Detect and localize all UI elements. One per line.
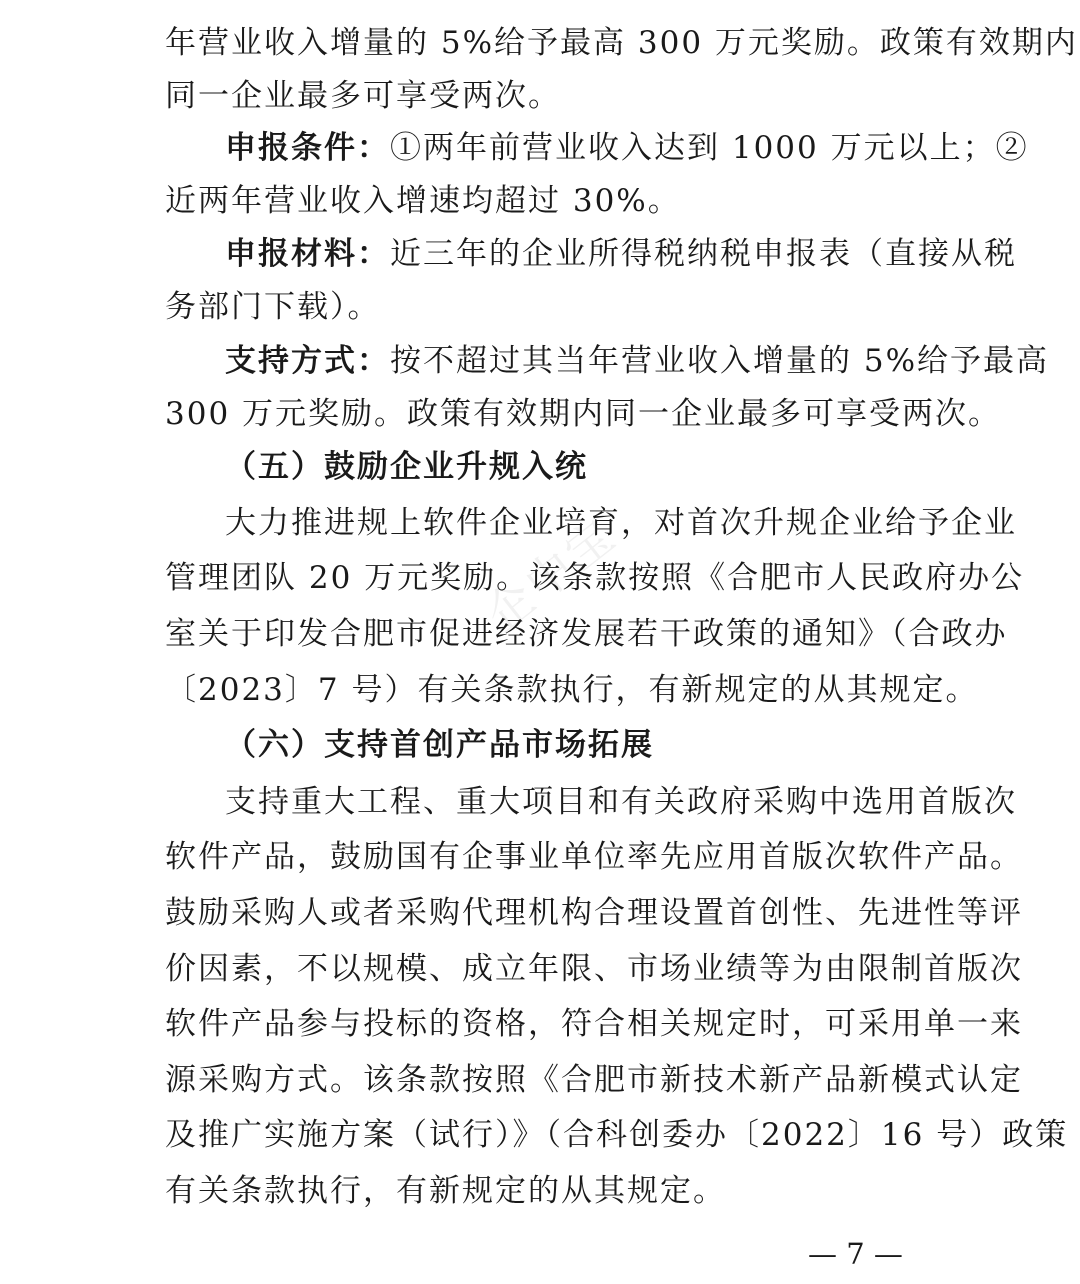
section-heading-6: （六）支持首创产品市场拓展 — [225, 727, 654, 763]
body-line: 鼓励采购人或者采购代理机构合理设置首创性、先进性等评 — [165, 895, 1023, 931]
declaration-conditions-line — [225, 121, 1029, 175]
body-line: 年营业收入增量的 5%给予最高 300 万元奖励。政策有效期内 — [165, 25, 1078, 61]
page-number: — 7 — — [808, 1237, 903, 1271]
body-line: 大力推进规上软件企业培育，对首次升规企业给予企业 — [225, 505, 1017, 541]
body-line: 管理团队 20 万元奖励。该条款按照《合肥市人民政府办公 — [165, 560, 1025, 596]
section-heading-5: （五）鼓励企业升规入统 — [225, 449, 588, 485]
body-line: 同一企业最多可享受两次。 — [165, 78, 561, 114]
body-line: 近两年营业收入增速均超过 30%。 — [165, 183, 681, 219]
support-method-label: 支持方式： — [225, 343, 390, 379]
declaration-materials-label: 申报材料： — [225, 236, 390, 272]
body-line: 软件产品，鼓励国有企事业单位率先应用首版次软件产品。 — [165, 839, 1023, 875]
support-method-text: 按不超过其当年营业收入增量的 5%给予最高 — [390, 343, 1050, 379]
body-line: 300 万元奖励。政策有效期内同一企业最多可享受两次。 — [165, 396, 1002, 432]
declaration-materials-text: 近三年的企业所得税纳税申报表（直接从税 — [390, 236, 1017, 272]
body-line: 〔2023〕7 号）有关条款执行，有新规定的从其规定。 — [165, 672, 979, 708]
body-line: 软件产品参与投标的资格，符合相关规定时，可采用单一来 — [165, 1006, 1023, 1042]
watermark: 企中宝 — [475, 506, 627, 642]
body-line: 及推广实施方案（试行）》（合科创委办〔2022〕16 号）政策 — [165, 1117, 1069, 1153]
declaration-materials-line — [225, 227, 1017, 281]
support-method-line — [225, 334, 1050, 388]
body-line: 源采购方式。该条款按照《合肥市新技术新产品新模式认定 — [165, 1062, 1023, 1098]
body-line: 支持重大工程、重大项目和有关政府采购中选用首版次 — [225, 784, 1017, 820]
body-line: 室关于印发合肥市促进经济发展若干政策的通知》（合政办 — [165, 616, 1008, 652]
body-line: 有关条款执行，有新规定的从其规定。 — [165, 1173, 726, 1209]
body-line: 务部门下载）。 — [165, 289, 381, 325]
declaration-conditions-label: 申报条件： — [225, 130, 390, 166]
declaration-conditions-text: ①两年前营业收入达到 1000 万元以上；② — [390, 130, 1029, 166]
body-line: 价因素，不以规模、成立年限、市场业绩等为由限制首版次 — [165, 951, 1023, 987]
